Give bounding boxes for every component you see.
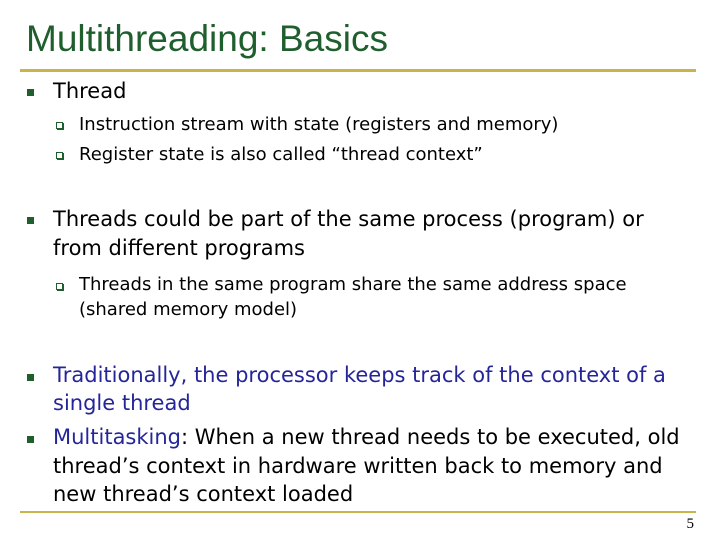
bullet-traditionally-line1: Traditionally, the processor keeps track of the context of a [53, 363, 666, 387]
bullet-marker [27, 217, 34, 224]
multitasking-term: Multitasking [53, 425, 182, 449]
slide-title: Multithreading: Basics [26, 18, 388, 59]
bullet-threads-line2: from different programs [53, 236, 305, 260]
bullet-multitasking-line2: thread’s context in hardware written back to memory and [53, 454, 663, 478]
bullet-marker [27, 89, 34, 96]
sub-bullet-marker [56, 122, 63, 129]
sub-bullet-marker [56, 283, 63, 290]
page-number: 5 [686, 516, 694, 532]
bullet-thread: Thread [53, 79, 127, 103]
sub-bullet-marker [56, 152, 63, 159]
bullet-marker [27, 374, 34, 381]
bullet-marker [27, 436, 34, 443]
bullet-multitasking-line1 [53, 423, 680, 452]
multitasking-line1-rest: : When a new thread needs to be executed, old [181, 425, 680, 449]
bullet-multitasking-line3: new thread’s context loaded [53, 482, 354, 506]
bullet-threads-line1: Threads could be part of the same process (program) or [53, 207, 644, 231]
sub-bullet-address-space-line1: Threads in the same program share the same address space [79, 274, 627, 295]
bullet-traditionally-line2: single thread [53, 391, 191, 415]
footer-divider [20, 511, 696, 513]
title-divider [20, 69, 696, 72]
sub-bullet-instruction-stream: Instruction stream with state (registers and memory) [79, 114, 559, 135]
sub-bullet-register-state: Register state is also called “thread context” [79, 144, 483, 165]
sub-bullet-address-space-line2: (shared memory model) [79, 299, 298, 320]
